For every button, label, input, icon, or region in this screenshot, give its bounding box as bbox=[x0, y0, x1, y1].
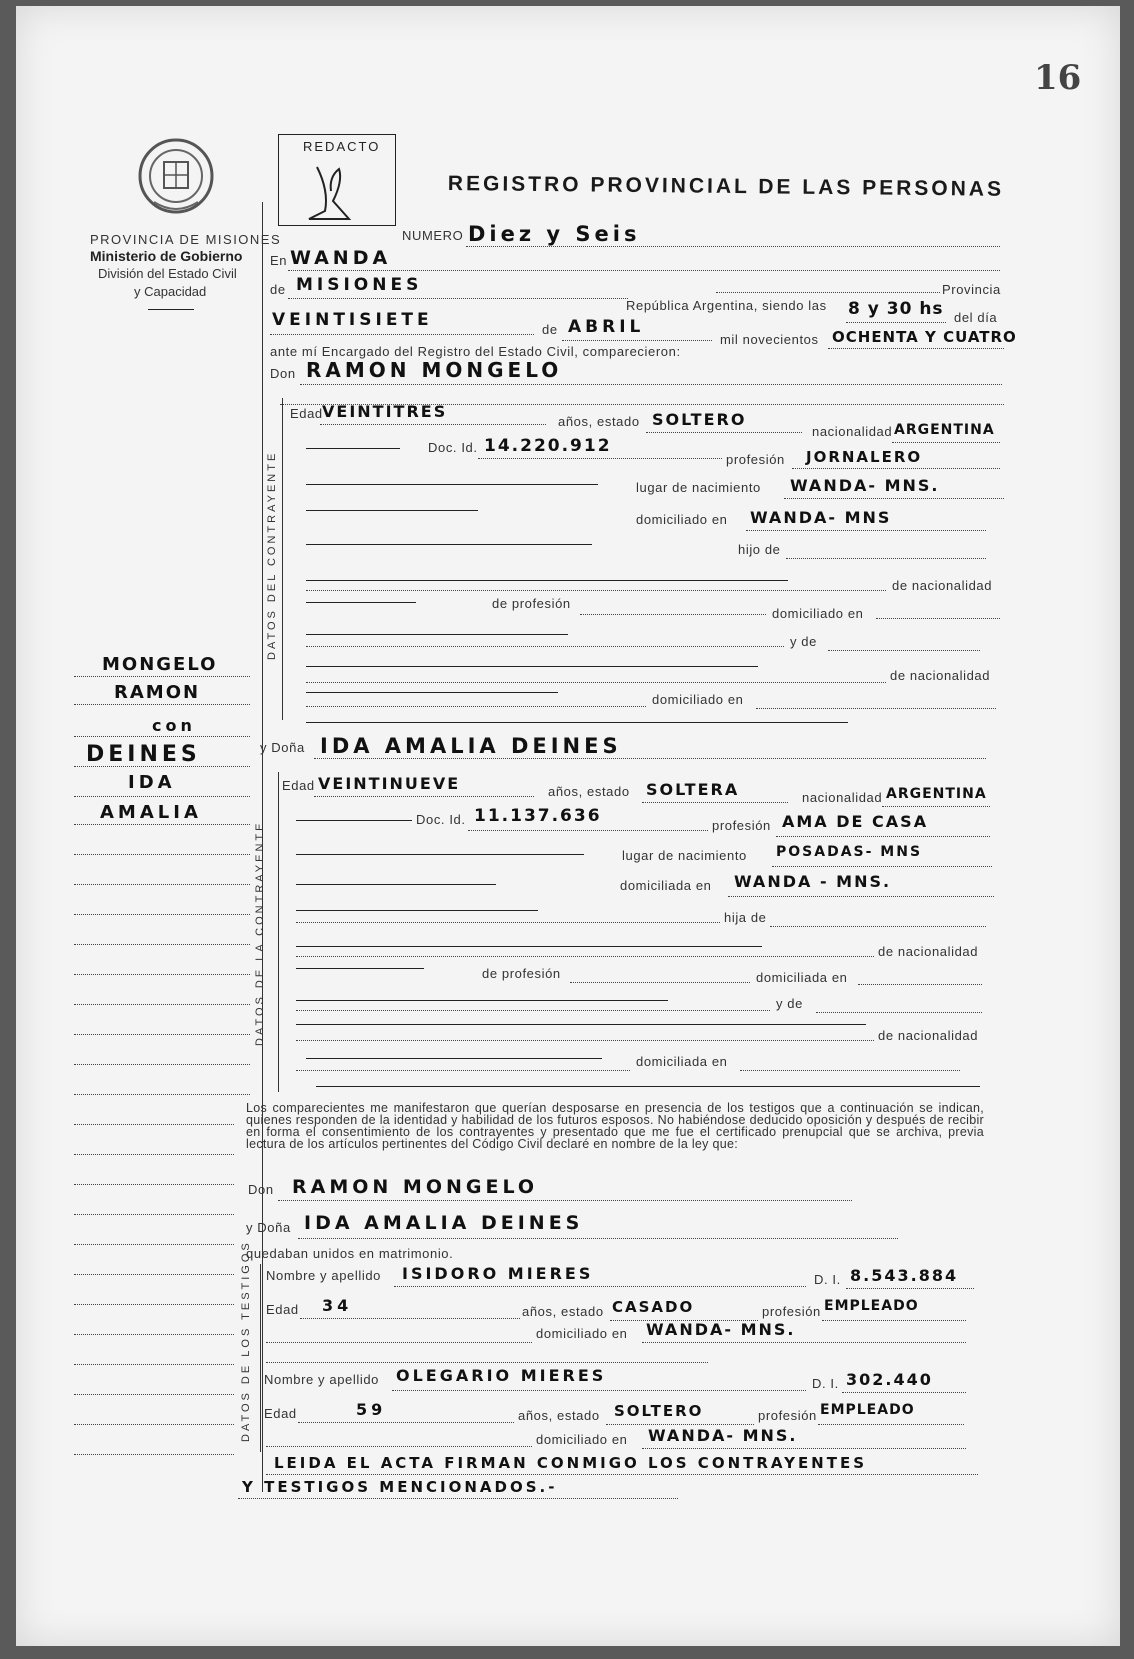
bride-edad-label: Edad bbox=[282, 778, 315, 793]
bride-domiciliada-value: WANDA - MNS. bbox=[734, 872, 892, 891]
bride-nacionalidad-label: nacionalidad bbox=[802, 790, 883, 805]
witness-section-rule bbox=[260, 1264, 261, 1452]
document-page bbox=[16, 6, 1120, 1646]
groom-nac-line bbox=[306, 590, 886, 591]
margin-rule-u bbox=[74, 1454, 234, 1455]
groom-anios-label: años, estado bbox=[558, 414, 640, 429]
bride-estado-line bbox=[642, 802, 788, 803]
bride-nac2-line bbox=[296, 1040, 874, 1041]
groom-lugar-label: lugar de nacimiento bbox=[636, 480, 761, 495]
en-label: En bbox=[270, 253, 288, 268]
bride-rule-4 bbox=[296, 946, 762, 947]
margin-note-5: IDA bbox=[128, 772, 176, 793]
groom-section-rule bbox=[282, 398, 283, 720]
org-line-2: Ministerio de Gobierno bbox=[90, 248, 243, 264]
margin-rule-c bbox=[74, 914, 250, 915]
margin-rule-k bbox=[74, 1154, 234, 1155]
w2-domiciliado-line bbox=[642, 1448, 966, 1449]
bride-rule-7 bbox=[296, 1024, 866, 1025]
bride-rule-9 bbox=[316, 1086, 980, 1087]
decl-don-line bbox=[278, 1200, 852, 1201]
decl-unidos: quedaban unidos en matrimonio. bbox=[246, 1246, 454, 1261]
margin-rule-g bbox=[74, 1034, 250, 1035]
groom-de-profesion-line bbox=[580, 614, 766, 615]
w1-di-line bbox=[846, 1288, 974, 1289]
groom-edad-value: VEINTITRES bbox=[322, 402, 448, 421]
w1-edad-value: 34 bbox=[322, 1296, 353, 1315]
bride-hija-line bbox=[770, 926, 986, 927]
bride-dona-value: IDA AMALIA DEINES bbox=[320, 734, 622, 758]
bride-dona-label: y Doña bbox=[260, 740, 305, 755]
bride-estado-value: SOLTERA bbox=[646, 780, 740, 799]
don-label: Don bbox=[270, 366, 296, 381]
closing-line-1: LEIDA EL ACTA FIRMAN CONMIGO LOS CONTRAYENTES bbox=[274, 1454, 868, 1472]
bride-domiciliada-en3-label: domiciliada en bbox=[636, 1054, 728, 1069]
page-number: 16 bbox=[1034, 58, 1082, 98]
groom-domiciliado-line bbox=[746, 530, 986, 531]
bride-doc-prefix-line bbox=[296, 820, 412, 821]
bride-hija-label: hija de bbox=[724, 910, 767, 925]
margin-rule-m bbox=[74, 1214, 234, 1215]
redacto-label: REDACTO bbox=[303, 139, 381, 154]
bride-dom3-line bbox=[296, 1070, 630, 1071]
w2-domiciliado-value: WANDA- MNS. bbox=[648, 1426, 798, 1445]
margin-rule-r bbox=[74, 1364, 234, 1365]
w1-nombre-label: Nombre y apellido bbox=[266, 1268, 381, 1283]
groom-edad-line bbox=[320, 424, 546, 425]
groom-nacionalidad-line bbox=[892, 442, 1000, 443]
bride-anios-label: años, estado bbox=[548, 784, 630, 799]
groom-nacionalidad-label: nacionalidad bbox=[812, 424, 893, 439]
groom-rule-8 bbox=[306, 692, 558, 693]
numero-label: NUMERO bbox=[402, 228, 464, 243]
groom-de-nacionalidad-label: de nacionalidad bbox=[892, 578, 993, 593]
closing-line-1-rule bbox=[266, 1474, 978, 1475]
groom-lugar-value: WANDA- MNS. bbox=[790, 476, 940, 495]
bride-domiciliada-label: domiciliada en bbox=[620, 878, 712, 893]
margin-rule-d bbox=[74, 944, 250, 945]
margin-rule-q bbox=[74, 1334, 234, 1335]
groom-estado-line bbox=[646, 432, 802, 433]
groom-doc-line bbox=[478, 458, 722, 459]
bride-y-de-label: y de bbox=[776, 996, 803, 1011]
w2-dom-pre-line bbox=[266, 1446, 532, 1447]
margin-note-2: RAMON bbox=[114, 682, 201, 703]
groom-nac2-line bbox=[306, 682, 886, 683]
w2-di-line bbox=[842, 1392, 966, 1393]
dia-line bbox=[270, 334, 534, 335]
w1-edad-label: Edad bbox=[266, 1302, 299, 1317]
document-title: REGISTRO PROVINCIAL DE LAS PERSONAS bbox=[447, 172, 1005, 201]
w2-anios-label: años, estado bbox=[518, 1408, 600, 1423]
org-line-1: PROVINCIA DE MISIONES bbox=[90, 232, 282, 247]
provincia-label: Provincia bbox=[942, 282, 1001, 297]
margin-line-1 bbox=[74, 676, 250, 677]
margin-rule-b bbox=[74, 884, 250, 885]
en-value: WANDA bbox=[290, 247, 392, 269]
groom-y-de-label: y de bbox=[790, 634, 817, 649]
bride-section-label: DATOS DE LA CONTRAYENTE bbox=[254, 820, 266, 1046]
bride-dona-line bbox=[314, 758, 986, 759]
w2-nombre-label: Nombre y apellido bbox=[264, 1372, 379, 1387]
w2-edad-line bbox=[298, 1422, 514, 1423]
w2-profesion-label: profesión bbox=[758, 1408, 817, 1423]
bride-rule-1 bbox=[296, 854, 584, 855]
don-value: RAMON MONGELO bbox=[306, 358, 563, 382]
groom-domiciliado-en3-label: domiciliado en bbox=[652, 692, 744, 707]
dia-value: VEINTISIETE bbox=[272, 310, 433, 330]
bride-hija-pre-line bbox=[296, 922, 720, 923]
bride-nac-line bbox=[296, 956, 874, 957]
groom-profesion-line bbox=[792, 468, 1000, 469]
hora-line bbox=[846, 322, 946, 323]
bride-domiciliada-en2-line bbox=[858, 984, 982, 985]
margin-rule-h bbox=[74, 1064, 250, 1065]
decl-dona-line bbox=[298, 1238, 898, 1239]
mil-label: mil novecientos bbox=[720, 332, 819, 347]
margin-rule-s bbox=[74, 1394, 234, 1395]
org-line-3: División del Estado Civil bbox=[98, 266, 237, 281]
bride-de-nacionalidad-label: de nacionalidad bbox=[878, 944, 979, 959]
groom-rule-3 bbox=[306, 544, 592, 545]
w1-anios-label: años, estado bbox=[522, 1304, 604, 1319]
w2-domiciliado-label: domiciliado en bbox=[536, 1432, 628, 1447]
w1-edad-line bbox=[300, 1318, 520, 1319]
margin-rule-j bbox=[74, 1124, 234, 1125]
margin-rule-t bbox=[74, 1424, 234, 1425]
w2-di-value: 302.440 bbox=[846, 1370, 933, 1389]
w2-nombre-value: OLEGARIO MIERES bbox=[396, 1366, 607, 1385]
groom-dom3-line-2 bbox=[756, 708, 996, 709]
ante-label: ante mí Encargado del Registro del Estado Civil, comparecieron: bbox=[270, 344, 681, 359]
margin-line-2 bbox=[74, 704, 250, 705]
groom-edad-label: Edad bbox=[290, 406, 323, 421]
margin-note-4: DEINES bbox=[86, 742, 201, 767]
de-line bbox=[288, 298, 628, 299]
bride-nacionalidad-value: ARGENTINA bbox=[886, 786, 987, 802]
republica-label: República Argentina, siendo las bbox=[626, 298, 827, 313]
margin-rule-n bbox=[74, 1244, 234, 1245]
bride-lugar-value: POSADAS- MNS bbox=[776, 844, 923, 860]
groom-profesion-label: profesión bbox=[726, 452, 785, 467]
bride-rule-2 bbox=[296, 884, 496, 885]
w1-domiciliado-label: domiciliado en bbox=[536, 1326, 628, 1341]
w2-profesion-line bbox=[818, 1424, 964, 1425]
groom-rule-7 bbox=[306, 666, 758, 667]
w1-nombre-line bbox=[394, 1286, 806, 1287]
groom-rule-4 bbox=[306, 580, 788, 581]
bride-domiciliada-line bbox=[728, 896, 994, 897]
groom-profesion-value: JORNALERO bbox=[806, 448, 923, 466]
bride-profesion-value: AMA DE CASA bbox=[782, 812, 929, 831]
declaration-paragraph: Los comparecientes me manifestaron que querían desposarse en presencia de los testigos que a continuación se indican, quienes responden de la identidad y habilidad de los futuros esposos. No habiéndose deducido oposición y después de recibir en forma el consentimiento de los contrayentes y presentado que me fue el certificado prenupcial que se archiva, previa lectura de los artículos pertinentes del Código Civil declaré en nombre de la ley que: bbox=[246, 1101, 984, 1151]
w2-edad-label: Edad bbox=[264, 1406, 297, 1421]
margin-line-4 bbox=[74, 766, 250, 767]
bride-rule-8 bbox=[306, 1058, 602, 1059]
mes-value: ABRIL bbox=[568, 317, 645, 337]
en-line bbox=[288, 270, 1000, 271]
decl-dona-value: IDA AMALIA DEINES bbox=[304, 1212, 584, 1234]
bride-edad-value: VEINTINUEVE bbox=[318, 774, 461, 793]
groom-doc-value: 14.220.912 bbox=[484, 436, 612, 456]
bride-de-profesion-line bbox=[570, 982, 750, 983]
bride-doc-label: Doc. Id. bbox=[416, 812, 466, 827]
w1-blank-line bbox=[266, 1362, 708, 1363]
w1-di-value: 8.543.884 bbox=[850, 1266, 959, 1285]
groom-domiciliado-value: WANDA- MNS bbox=[750, 508, 892, 527]
w1-profesion-label: profesión bbox=[762, 1304, 821, 1319]
groom-nacionalidad-value: ARGENTINA bbox=[894, 422, 995, 438]
numero-value: Diez y Seis bbox=[468, 222, 641, 246]
groom-domiciliado-en2-line bbox=[876, 618, 1000, 619]
margin-note-1: MONGELO bbox=[102, 654, 218, 675]
groom-rule-5 bbox=[306, 602, 416, 603]
w1-profesion-value: EMPLEADO bbox=[824, 1298, 919, 1314]
numero-line bbox=[466, 246, 1000, 247]
w2-profesion-value: EMPLEADO bbox=[820, 1402, 915, 1418]
provincial-seal-icon bbox=[134, 134, 218, 218]
margin-line-6 bbox=[74, 824, 250, 825]
closing-line-2: Y TESTIGOS MENCIONADOS.- bbox=[242, 1478, 558, 1496]
de-value: MISIONES bbox=[296, 275, 423, 295]
groom-section-label: DATOS DEL CONTRAYENTE bbox=[266, 450, 278, 660]
groom-doc-prefix-line bbox=[306, 448, 400, 449]
groom-rule-1 bbox=[306, 484, 598, 485]
de-line-2 bbox=[716, 292, 940, 293]
groom-estado-value: SOLTERO bbox=[652, 410, 747, 429]
bride-domiciliada-en2-label: domiciliada en bbox=[756, 970, 848, 985]
w1-domiciliado-line bbox=[642, 1342, 966, 1343]
bride-edad-line bbox=[314, 796, 534, 797]
bride-lugar-label: lugar de nacimiento bbox=[622, 848, 747, 863]
initials-signature bbox=[299, 161, 369, 223]
anio-line bbox=[828, 348, 1004, 349]
decl-don-label: Don bbox=[248, 1182, 274, 1197]
groom-yde-line-2 bbox=[828, 650, 980, 651]
groom-doc-label: Doc. Id. bbox=[428, 440, 478, 455]
hora-value: 8 y 30 hs bbox=[848, 299, 944, 319]
groom-hijo-line bbox=[786, 558, 986, 559]
witness-section-label: DATOS DE LOS TESTIGOS bbox=[240, 1240, 252, 1442]
anio-value: OCHENTA Y CUATRO bbox=[832, 328, 1017, 346]
bride-yde-line-2 bbox=[816, 1012, 982, 1013]
groom-de-profesion-label: de profesión bbox=[492, 596, 571, 611]
w2-nombre-line bbox=[392, 1390, 806, 1391]
closing-line-2-rule bbox=[238, 1498, 678, 1499]
bride-doc-value: 11.137.636 bbox=[474, 806, 602, 826]
bride-de-profesion-label: de profesión bbox=[482, 966, 561, 981]
org-divider bbox=[148, 309, 194, 310]
margin-note-3: con bbox=[152, 716, 196, 735]
org-line-4: y Capacidad bbox=[134, 284, 207, 299]
margin-rule-p bbox=[74, 1304, 234, 1305]
w2-edad-value: 59 bbox=[356, 1400, 387, 1419]
margin-rule-f bbox=[74, 1004, 250, 1005]
groom-domiciliado-label: domiciliado en bbox=[636, 512, 728, 527]
groom-yde-line bbox=[306, 646, 784, 647]
w2-estado-value: SOLTERO bbox=[614, 1402, 704, 1420]
groom-dom3-line bbox=[306, 706, 646, 707]
redacto-box bbox=[278, 134, 396, 226]
del-dia-label: del día bbox=[954, 310, 998, 325]
groom-rule-2 bbox=[306, 510, 478, 511]
bride-rule-6 bbox=[296, 1000, 668, 1001]
w2-di-label: D. I. bbox=[812, 1376, 839, 1391]
w1-nombre-value: ISIDORO MIERES bbox=[402, 1264, 594, 1283]
w1-domiciliado-value: WANDA- MNS. bbox=[646, 1320, 796, 1339]
groom-rule-6 bbox=[306, 634, 568, 635]
margin-rule-e bbox=[74, 974, 250, 975]
margin-line-5 bbox=[74, 796, 250, 797]
margin-rule-i bbox=[74, 1094, 250, 1095]
bride-rule-3 bbox=[296, 910, 538, 911]
bride-de-nacionalidad2-label: de nacionalidad bbox=[878, 1028, 979, 1043]
de-mes-label: de bbox=[542, 322, 558, 337]
de-label: de bbox=[270, 282, 286, 297]
margin-note-6: AMALIA bbox=[100, 802, 202, 823]
bride-profesion-label: profesión bbox=[712, 818, 771, 833]
bride-dom3-line-2 bbox=[740, 1070, 960, 1071]
decl-don-value: RAMON MONGELO bbox=[292, 1176, 539, 1198]
groom-domiciliado-en2-label: domiciliado en bbox=[772, 606, 864, 621]
w1-profesion-line bbox=[822, 1320, 966, 1321]
w1-di-label: D. I. bbox=[814, 1272, 841, 1287]
bride-profesion-line bbox=[776, 836, 990, 837]
margin-rule-a bbox=[74, 854, 250, 855]
bride-section-rule bbox=[278, 772, 279, 1092]
w1-estado-value: CASADO bbox=[612, 1298, 695, 1316]
don-line bbox=[300, 384, 1002, 385]
bride-yde-line bbox=[296, 1010, 770, 1011]
margin-line-3 bbox=[74, 736, 250, 737]
margin-rule-o bbox=[74, 1274, 234, 1275]
decl-dona-label: y Doña bbox=[246, 1220, 291, 1235]
bride-lugar-line bbox=[772, 866, 992, 867]
bride-nacionalidad-line bbox=[882, 806, 990, 807]
groom-de-nacionalidad2-label: de nacionalidad bbox=[890, 668, 991, 683]
bride-doc-line bbox=[468, 830, 708, 831]
w2-estado-line bbox=[606, 1424, 754, 1425]
groom-lugar-line bbox=[784, 498, 1004, 499]
groom-hijo-label: hijo de bbox=[738, 542, 781, 557]
mes-line bbox=[562, 340, 712, 341]
w1-dom-pre-line bbox=[266, 1342, 532, 1343]
bride-rule-5 bbox=[296, 968, 424, 969]
groom-rule-9 bbox=[306, 722, 848, 723]
margin-rule-l bbox=[74, 1184, 234, 1185]
